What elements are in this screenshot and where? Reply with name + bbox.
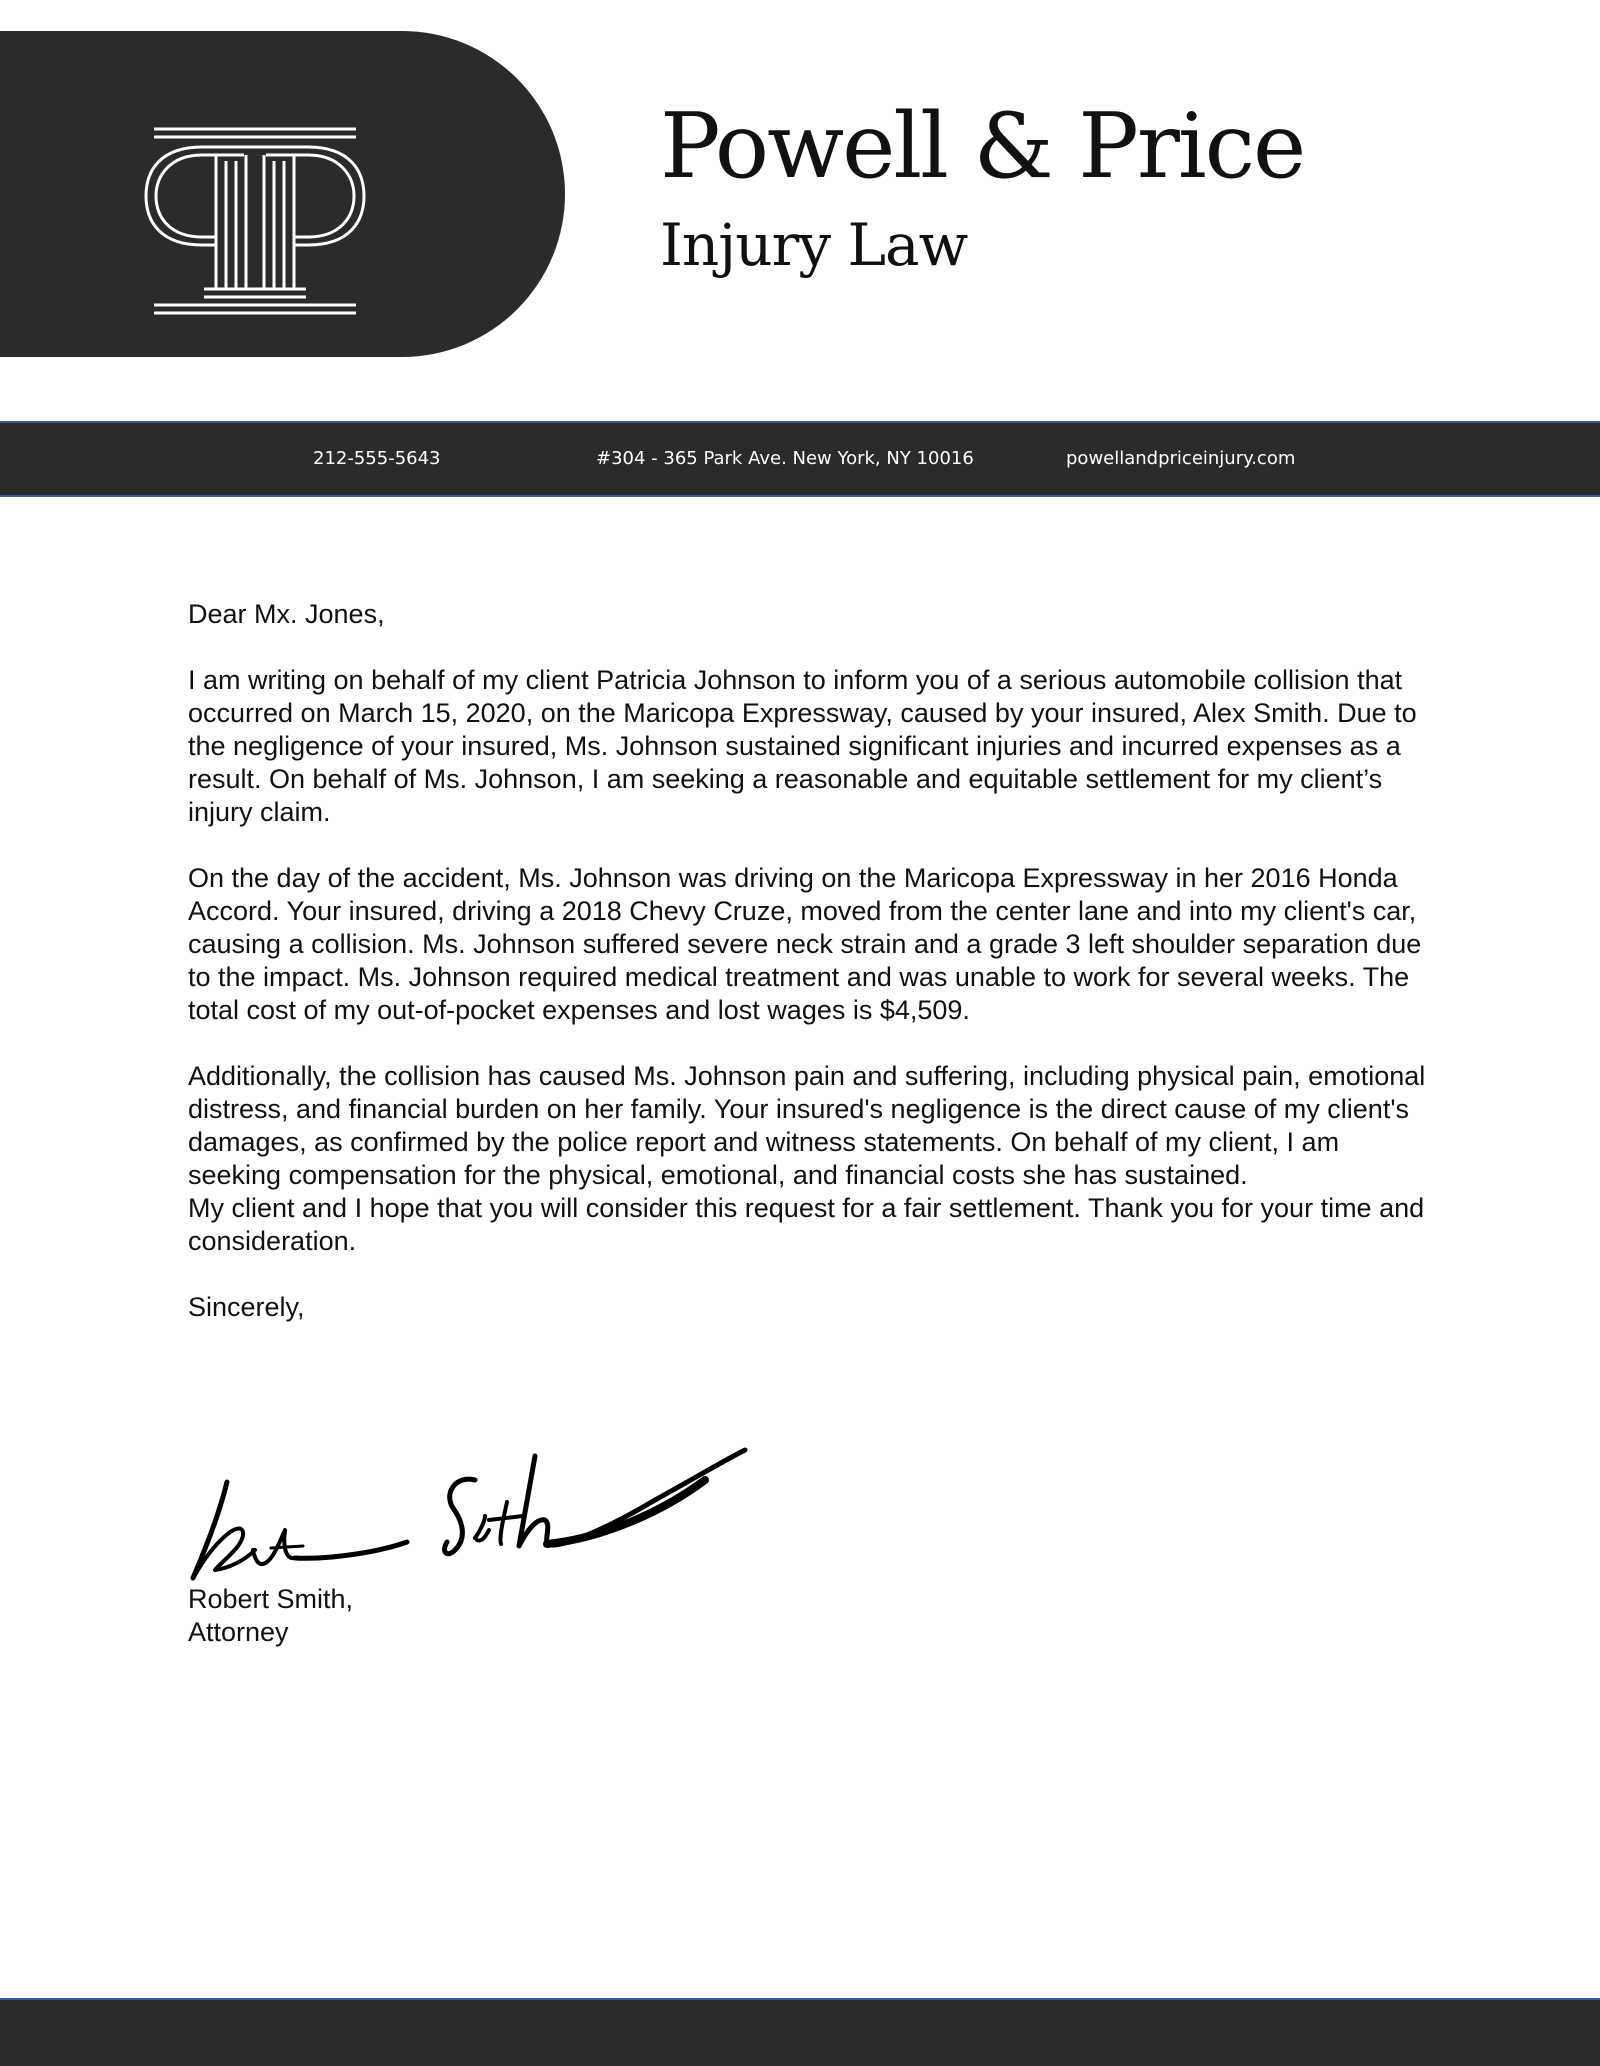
firm-name: Powell & Price bbox=[660, 94, 1305, 199]
contact-bar bbox=[0, 421, 1600, 497]
footer-bar bbox=[0, 1998, 1600, 2066]
contact-website: powellandpriceinjury.com bbox=[1066, 448, 1296, 469]
signer-block bbox=[188, 1583, 353, 1649]
handwritten-signature bbox=[185, 1420, 755, 1590]
contact-address: #304 - 365 Park Ave. New York, NY 10016 bbox=[596, 448, 974, 469]
signer-title: Attorney bbox=[188, 1617, 289, 1647]
logo-banner bbox=[0, 31, 565, 357]
letter-paragraph: On the day of the accident, Ms. Johnson was driving on the Maricopa Expressway in her 2016 Honda Accord. Your insured, driving a 2018 Chevy Cruze, moved from the center lane and into my client's car, causing a collision. Ms. Johnson suffered severe neck strain and a grade 3 left shoulder separation due to the impact. Ms. Johnson required medical treatment and was unable to work for several weeks. The total cost of my out-of-pocket expenses and lost wages is $4,509. bbox=[188, 863, 1422, 1025]
salutation: Dear Mx. Jones, bbox=[188, 599, 385, 629]
letter-body bbox=[188, 598, 1438, 1324]
pp-monogram-logo-icon bbox=[140, 121, 390, 321]
contact-phone: 212-555-5643 bbox=[313, 448, 441, 469]
letter-paragraph: Additionally, the collision has caused Ms. Johnson pain and suffering, including physical pain, emotional distress, and financial burden on her family. Your insured's negligence is the direct cause of my client's damages, as confirmed by the police report and witness statements. On behalf of my client, I am seeking compensation for the physical, emotional, and financial costs she has sustained. bbox=[188, 1061, 1426, 1190]
letter-paragraph: I am writing on behalf of my client Patricia Johnson to inform you of a serious automobile collision that occurred on March 15, 2020, on the Maricopa Expressway, caused by your insured, Alex Smith. Due to the negligence of your insured, Ms. Johnson sustained significant injuries and incurred expenses as a result. On behalf of Ms. Johnson, I am seeking a reasonable and equitable settlement for my client’s injury claim. bbox=[188, 665, 1417, 827]
closing: Sincerely, bbox=[188, 1292, 305, 1322]
firm-subtitle: Injury Law bbox=[660, 211, 968, 279]
signer-name: Robert Smith, bbox=[188, 1584, 354, 1614]
letter-paragraph: My client and I hope that you will consider this request for a fair settlement. Thank you for your time and consideration. bbox=[188, 1193, 1425, 1256]
